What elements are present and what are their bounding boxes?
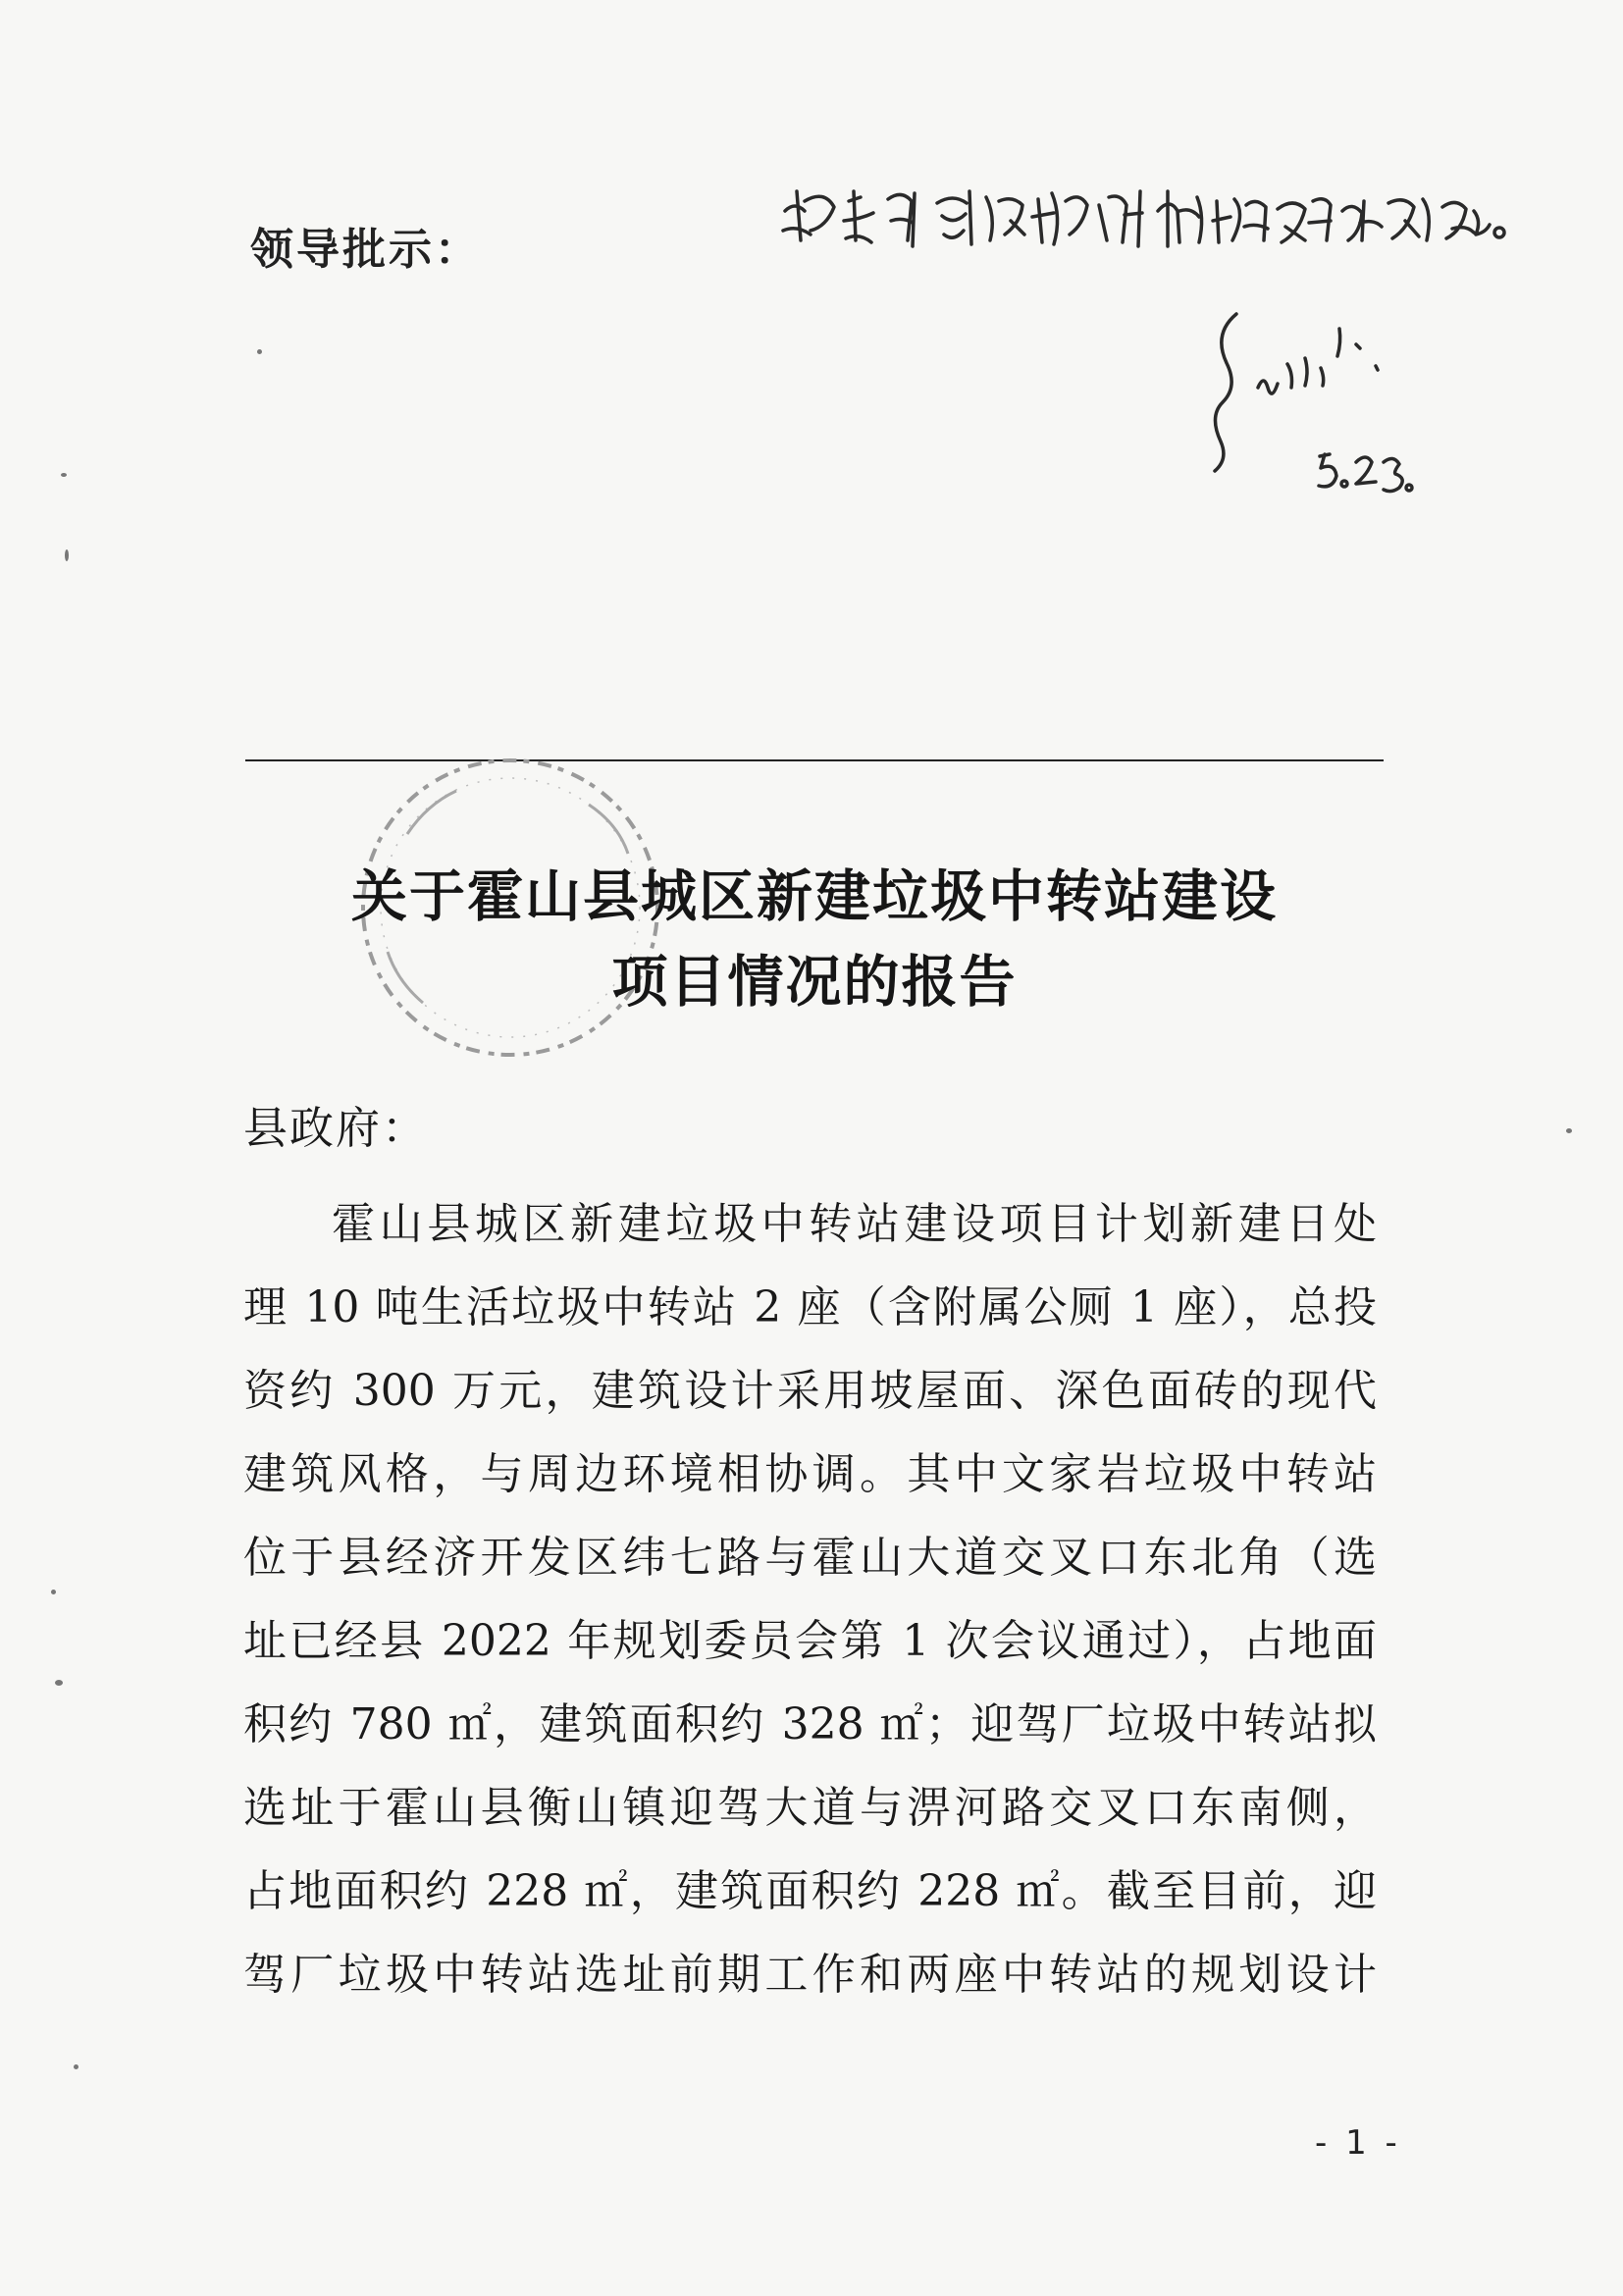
leader-instruction-label: 领导批示： bbox=[250, 225, 481, 275]
scan-speck bbox=[55, 1680, 63, 1686]
scan-speck bbox=[257, 349, 262, 354]
handwritten-instruction-signature bbox=[775, 172, 1560, 496]
page-number: - 1 - bbox=[1315, 2123, 1401, 2163]
body-line: 址已经县 2022 年规划委员会第 1 次会议通过），占地面 bbox=[243, 1616, 1377, 1666]
body-line: 占地面积约 228 ㎡，建筑面积约 228 ㎡。截至目前，迎 bbox=[243, 1866, 1377, 1916]
salutation: 县政府： bbox=[243, 1102, 429, 1154]
scan-speck bbox=[1566, 1128, 1572, 1133]
body-line: 理 10 吨生活垃圾中转站 2 座（含附属公厕 1 座），总投 bbox=[243, 1282, 1377, 1332]
body-line: 选址于霍山县衡山镇迎驾大道与淠河路交叉口东南侧， bbox=[243, 1783, 1377, 1833]
body-line: 霍山县城区新建垃圾中转站建设项目计划新建日处 bbox=[332, 1199, 1377, 1249]
scan-speck bbox=[61, 473, 67, 477]
body-line: 建筑风格，与周边环境相协调。其中文家岩垃圾中转站 bbox=[243, 1449, 1377, 1499]
scan-speck bbox=[74, 2064, 79, 2069]
body-line: 积约 780 ㎡，建筑面积约 328 ㎡；迎驾厂垃圾中转站拟 bbox=[243, 1699, 1377, 1749]
scan-speck bbox=[51, 1590, 56, 1594]
report-title-line-1: 关于霍山县城区新建垃圾中转站建设 bbox=[351, 863, 1278, 929]
scan-speck bbox=[65, 549, 69, 561]
body-line: 位于县经济开发区纬七路与霍山大道交叉口东北角（选 bbox=[243, 1533, 1377, 1583]
report-title-line-2: 项目情况的报告 bbox=[611, 949, 1018, 1015]
body-line: 资约 300 万元，建筑设计采用坡屋面、深色面砖的现代 bbox=[243, 1366, 1377, 1416]
body-line: 驾厂垃圾中转站选址前期工作和两座中转站的规划设计 bbox=[243, 1950, 1377, 2000]
